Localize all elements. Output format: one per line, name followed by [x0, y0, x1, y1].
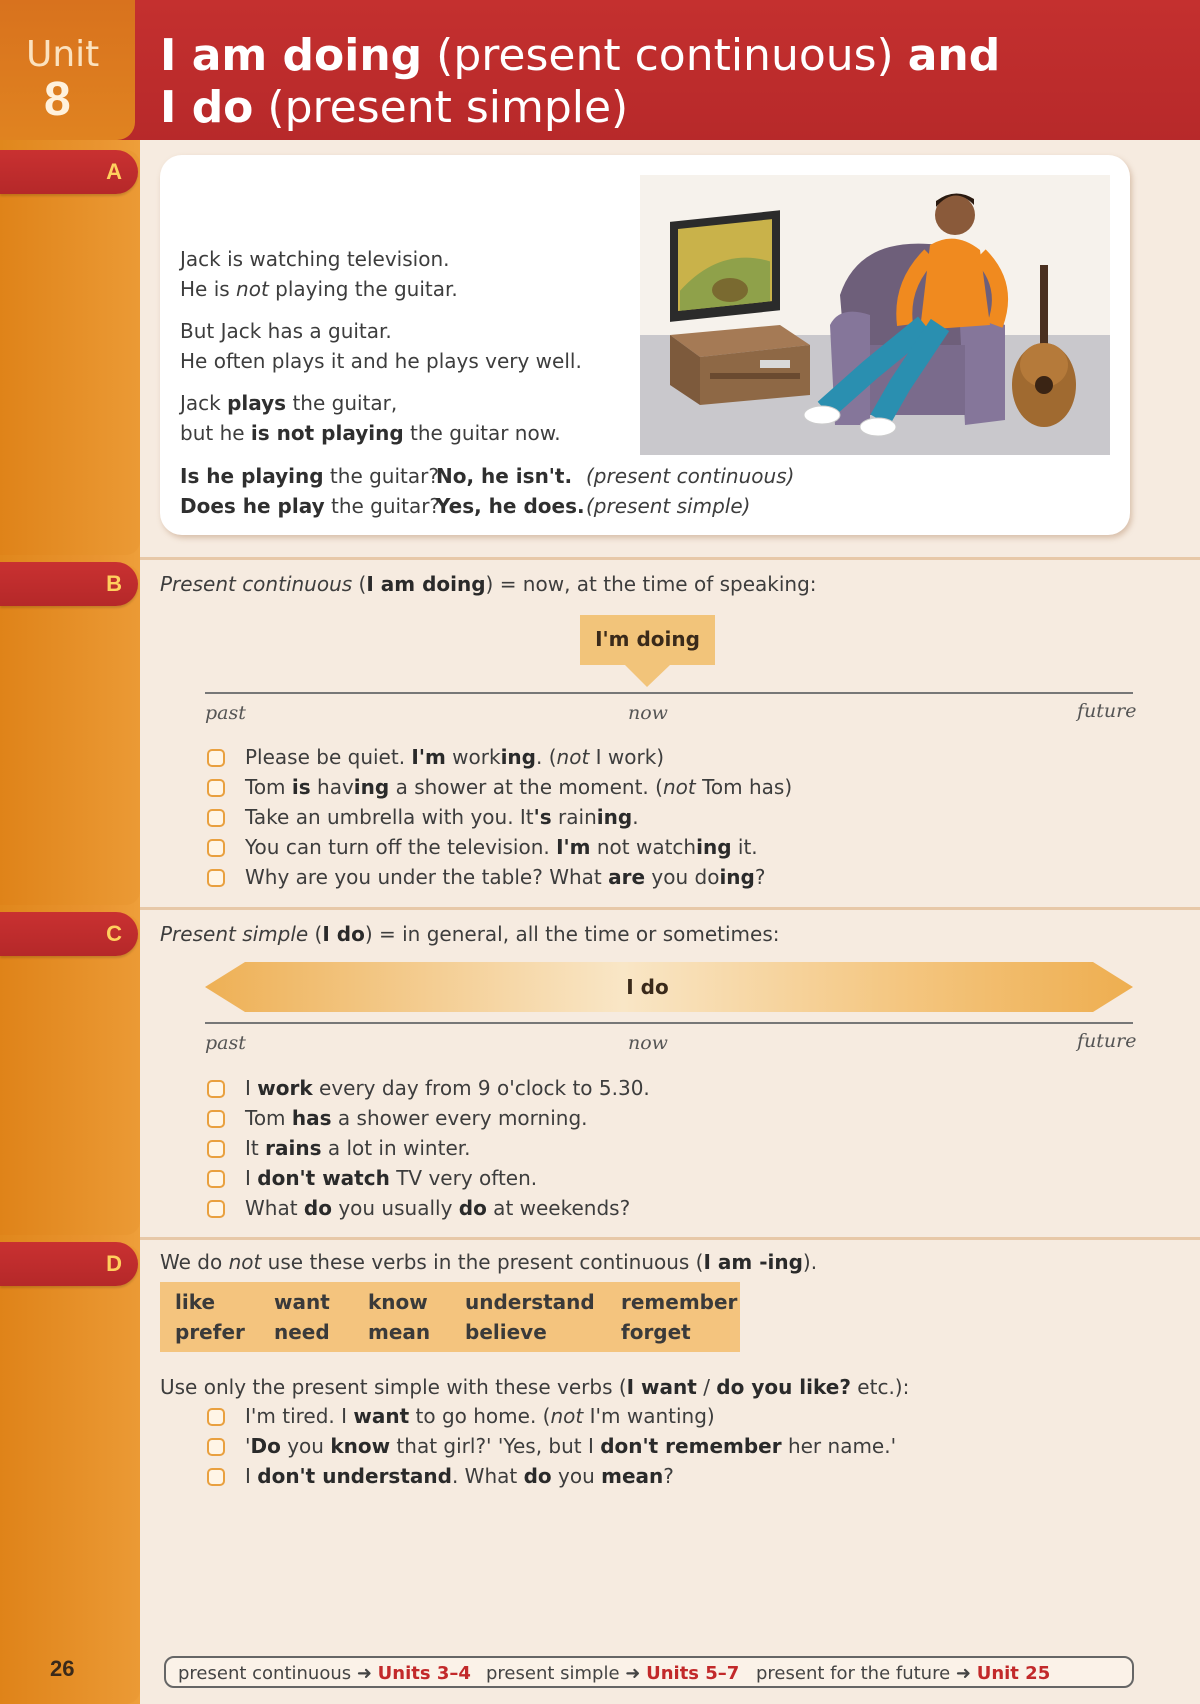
timeline-c: [205, 1022, 1133, 1024]
example-c3: It rains a lot in winter.: [245, 1136, 471, 1160]
unit-header: [0, 0, 1200, 140]
unit-number: 8: [44, 73, 71, 126]
tv-stand-icon: [670, 325, 810, 405]
checkbox[interactable]: [207, 809, 225, 827]
example-c2: Tom has a shower every morning.: [245, 1106, 588, 1130]
section-divider: [140, 907, 1200, 910]
section-tab-c: C: [0, 912, 138, 956]
verb: mean: [368, 1320, 431, 1344]
verb: want: [274, 1290, 330, 1314]
im-doing-label: I'm doing: [595, 627, 700, 651]
ref-present-future[interactable]: present for the future ➜ Unit 25: [756, 1663, 1051, 1684]
section-tab-a: A: [0, 150, 138, 194]
a-line-3: But Jack has a guitar.: [180, 319, 392, 343]
verb: like: [175, 1290, 216, 1314]
a-line-4: He often plays it and he plays very well.: [180, 349, 582, 373]
verb: need: [274, 1320, 330, 1344]
section-tab-d: D: [0, 1242, 138, 1286]
page-number: 26: [50, 1656, 75, 1681]
timeline-b: [205, 692, 1133, 694]
checkbox[interactable]: [207, 1408, 225, 1426]
a-line-1: Jack is watching television.: [180, 247, 450, 271]
checkbox[interactable]: [207, 1438, 225, 1456]
verb: prefer: [175, 1320, 245, 1344]
a-answer-1: No, he isn't.: [436, 464, 573, 488]
past-label: past: [205, 702, 246, 724]
future-label: future: [1077, 700, 1137, 722]
checkbox[interactable]: [207, 749, 225, 767]
verb: forget: [621, 1320, 691, 1344]
verb: know: [368, 1290, 428, 1314]
section-c-intro: Present simple (I do) = in general, all the time or sometimes:: [160, 922, 780, 946]
checkbox[interactable]: [207, 1200, 225, 1218]
example-b1: Please be quiet. I'm working. (not I work): [245, 745, 665, 769]
section-divider: [140, 557, 1200, 560]
checkbox[interactable]: [207, 839, 225, 857]
a-line-6: but he is not playing the guitar now.: [180, 421, 561, 445]
example-c4: I don't watch TV very often.: [245, 1166, 538, 1190]
example-b3: Take an umbrella with you. It's raining.: [245, 805, 639, 829]
example-c1: I work every day from 9 o'clock to 5.30.: [245, 1076, 650, 1100]
cross-reference-bar: [164, 1656, 1134, 1688]
example-c5: What do you usually do at weekends?: [245, 1196, 631, 1220]
section-b-margin: [0, 565, 140, 905]
section-b-intro: Present continuous (I am doing) = now, at the time of speaking:: [160, 572, 817, 596]
verb: believe: [465, 1320, 547, 1344]
a-question-2: Does he play the guitar?: [180, 494, 441, 518]
ref-present-continuous[interactable]: present continuous ➜ Units 3–4: [178, 1663, 471, 1684]
example-b5: Why are you under the table? What are you doing?: [245, 865, 766, 889]
checkbox[interactable]: [207, 1110, 225, 1128]
checkbox[interactable]: [207, 1080, 225, 1098]
jack-watching-tv-illustration: [640, 175, 1110, 455]
use-only-text: Use only the present simple with these verbs (I want / do you like? etc.):: [160, 1375, 910, 1399]
verb: remember: [621, 1290, 738, 1314]
page-title: I am doing (present continuous) and I do (present simple): [160, 30, 1001, 133]
now-label: now: [628, 702, 668, 724]
checkbox[interactable]: [207, 869, 225, 887]
section-c-margin: [0, 915, 140, 1235]
section-tab-b: B: [0, 562, 138, 606]
a-tag-2: (present simple): [586, 494, 751, 518]
checkbox[interactable]: [207, 1170, 225, 1188]
a-line-2: He is not playing the guitar.: [180, 277, 458, 301]
example-d1: I'm tired. I want to go home. (not I'm wanting): [245, 1404, 715, 1428]
unit-label: Unit: [26, 34, 100, 75]
example-d2: 'Do you know that girl?' 'Yes, but I don't remember her name.': [245, 1434, 897, 1458]
a-line-5: Jack plays the guitar,: [180, 391, 398, 415]
a-question-1: Is he playing the guitar?: [180, 464, 439, 488]
ref-present-simple[interactable]: present simple ➜ Units 5–7: [486, 1663, 740, 1684]
future-label: future: [1077, 1030, 1137, 1052]
now-label: now: [628, 1032, 668, 1054]
checkbox[interactable]: [207, 1140, 225, 1158]
a-tag-1: (present continuous): [586, 464, 795, 488]
example-b2: Tom is having a shower at the moment. (not Tom has): [245, 775, 793, 799]
section-divider: [140, 1237, 1200, 1240]
section-a-margin: [0, 150, 140, 555]
a-answer-2: Yes, he does.: [436, 494, 585, 518]
section-d-margin: [0, 1245, 140, 1704]
example-b4: You can turn off the television. I'm not watching it.: [245, 835, 758, 859]
section-d-intro: We do not use these verbs in the present continuous (I am -ing).: [160, 1250, 818, 1274]
past-label: past: [205, 1032, 246, 1054]
i-do-label: I do: [626, 975, 669, 999]
unit-badge: [0, 0, 135, 140]
television-icon: [670, 210, 780, 322]
verb: understand: [465, 1290, 595, 1314]
checkbox[interactable]: [207, 1468, 225, 1486]
checkbox[interactable]: [207, 779, 225, 797]
example-d3: I don't understand. What do you mean?: [245, 1464, 674, 1488]
